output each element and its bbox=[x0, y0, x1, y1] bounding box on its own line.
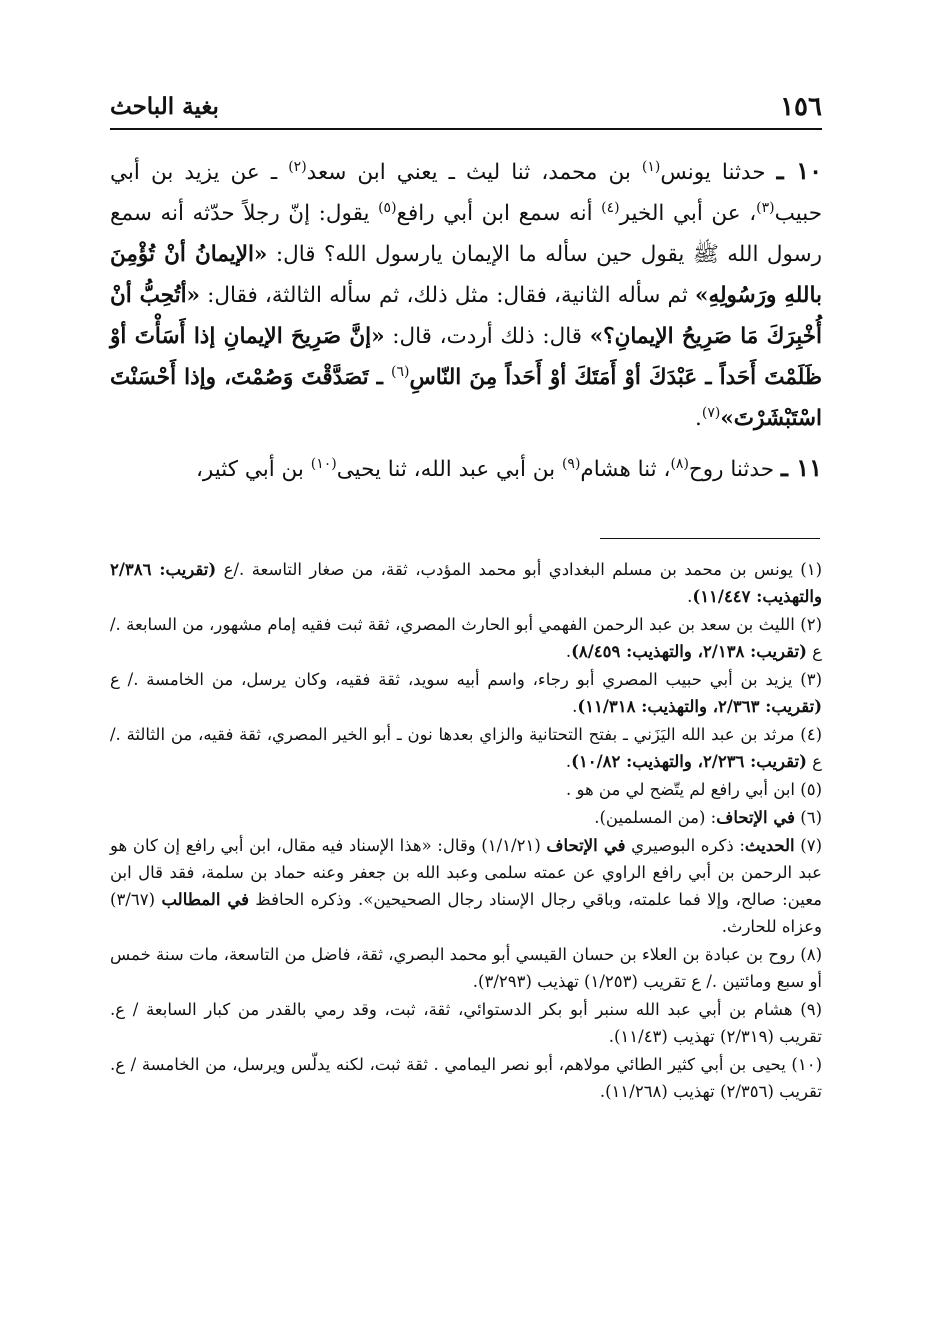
text-run: (٧) bbox=[794, 836, 822, 855]
text-run: ـ عن يزيد بن أبي حبيب bbox=[110, 160, 822, 226]
text-run: بن أبي كثير، bbox=[195, 457, 311, 482]
text-run: : ذكره البوصيري bbox=[625, 836, 745, 855]
bold-text: (تقريب: ٢/٣٦٣، والتهذيب: ١١/٣١٨) bbox=[577, 697, 822, 716]
text-run: . bbox=[565, 752, 572, 771]
text-run: حدثنا روح bbox=[688, 457, 774, 482]
text-run: ثم سأله الثانية، فقال: مثل ذلك، ثم سأله الثالثة، فقال: bbox=[199, 283, 696, 308]
footnote bbox=[110, 804, 822, 831]
prophetic-quote: «إنَّ صَرِيحَ الإيمانِ إذا أَسَأْتَ أوْ ظَلَمْتَ أَحَداً ـ عَبْدَكَ أوْ أَمَتَكَ أوْ أَحَداً مِنَ النّاسِ bbox=[110, 324, 822, 390]
bold-text: الحديث bbox=[744, 836, 795, 855]
text-run: (٥) ابن أبي رافع لم يتّضح لي من هو . bbox=[565, 780, 822, 799]
text-run: . bbox=[572, 697, 578, 716]
footnote-ref: (١٠) bbox=[310, 455, 337, 472]
footnote bbox=[110, 941, 822, 995]
text-run: بن محمد، ثنا ليث ـ يعني ابن سعد bbox=[306, 160, 642, 185]
footnote-ref: (٣) bbox=[756, 199, 775, 216]
text-run: ، عن أبي الخير bbox=[619, 201, 757, 226]
bold-text: (تقريب: ٢/١٣٨، والتهذيب: ٨/٤٥٩) bbox=[571, 642, 807, 661]
footnote bbox=[110, 666, 822, 720]
text-run: (٤) مرثد بن عبد الله اليَزَني ـ بفتح التحتانية والزاي بعدها نون ـ أبو الخير المصري، ثقة فقيه، من الثالثة ./ ع bbox=[110, 725, 822, 771]
prophetic-quote: «الإيمانُ أنْ تُؤْمِنَ باللهِ ورَسُولِهِ» bbox=[110, 242, 822, 308]
hadith-paragraph bbox=[110, 447, 822, 490]
text-run: : (من المسلمين). bbox=[594, 808, 717, 827]
text-run: (٢) الليث بن سعد بن عبد الرحمن الفهمي أبو الحارث المصري، ثقة ثبت فقيه إمام مشهور، من السابعة ./ع bbox=[110, 615, 822, 661]
footnote-ref: (٥) bbox=[378, 199, 397, 216]
page-number: ١٥٦ bbox=[780, 92, 822, 122]
footnote bbox=[110, 611, 822, 665]
running-title: بغية الباحث bbox=[110, 93, 219, 120]
prophetic-quote: ـ تَصَدَّقْتَ وَصُمْتَ، وإذا أَحْسَنْتَ اسْتَبْشَرْتَ» bbox=[110, 365, 822, 431]
footnote-divider bbox=[600, 538, 820, 539]
hadith-text bbox=[110, 160, 822, 431]
text-run: قال: ذلك أردت، قال: bbox=[384, 324, 590, 349]
footnote bbox=[110, 996, 822, 1050]
text-run: (٣) يزيد بن أبي حبيب المصري أبو رجاء، واسم أبيه سويد، ثقة فقيه، وكان يرسل، من الخامسة ./ ع bbox=[110, 670, 822, 689]
hadith-number: ١١ ـ bbox=[780, 453, 822, 482]
text-run: . bbox=[695, 406, 702, 431]
footnote bbox=[110, 721, 822, 775]
footnote bbox=[110, 776, 822, 803]
text-run: أنه سمع ابن أبي رافع bbox=[396, 201, 602, 226]
text-run: (٨) روح بن عبادة بن العلاء بن حسان القيسي أبو محمد البصري، ثقة، فاضل من التاسعة، مات سنة خمس أو سبع ومائتين ./ ع تقريب (١/٢٥٣) تهذيب (٣/٢٩٣). bbox=[110, 945, 822, 991]
text-run: بن أبي عبد الله، ثنا يحيى bbox=[336, 457, 562, 482]
footnote bbox=[110, 1051, 822, 1105]
footnote-ref: (٨) bbox=[670, 455, 689, 472]
prophetic-quote: «أتُحِبُّ أنْ أُخْبِرَكَ مَا صَرِيحُ الإيمانِ؟» bbox=[110, 283, 822, 349]
bold-text: (تقريب: ٢/٣٨٦ والتهذيب: ١١/٤٤٧) bbox=[110, 560, 822, 606]
hadith-text bbox=[196, 457, 774, 482]
bold-text: في الإتحاف bbox=[716, 808, 795, 827]
footnote-ref: (٩) bbox=[561, 455, 581, 472]
footnote bbox=[110, 832, 822, 940]
footnote-ref: (١) bbox=[641, 158, 661, 175]
text-run: (٣/٦٧) وعزاه للحارث. bbox=[110, 890, 822, 936]
footnote-ref: (٤) bbox=[601, 199, 620, 216]
text-run: (٩) هشام بن أبي عبد الله سنبر أبو بكر الدستوائي، ثقة، ثبت، وقد رمي بالقدر من كبار السابعة / ع. تقريب (٢/٣١٩) تهذيب (١١/٤٣). bbox=[110, 1000, 822, 1046]
text-run: يقول: إنّ رجلاً حدّثه أنه سمع رسول الله ﷺ يقول حين سأله ما الإيمان يارسول الله؟ قال: bbox=[110, 201, 822, 267]
text-run: (١/١/٢١) وقال: «هذا الإسناد فيه مقال، ابن أبي رافع إن كان هو عبد الرحمن بن أبي رافع الراوي عن عمته سلمى وعبد الله بن جعفر وعنه حماد بن سلمة، فقد قال ابن معين: صالح، وإلا فما علمته، وباقي رجال الإسناد رجال الصحيحين». وذكره الحافظ bbox=[110, 836, 823, 909]
text-run: . bbox=[565, 642, 572, 661]
hadith-number: ١٠ ـ bbox=[776, 156, 822, 185]
footnote bbox=[110, 556, 822, 610]
bold-text: في الإتحاف bbox=[546, 836, 626, 855]
text-run: . bbox=[687, 587, 693, 606]
footnotes bbox=[110, 556, 822, 1106]
footnote-ref: (٦) bbox=[391, 363, 410, 380]
text-run: (٦) bbox=[795, 808, 822, 827]
text-run: (١) يونس بن محمد بن مسلم البغدادي أبو محمد المؤدب، ثقة، من صغار التاسعة ./ع bbox=[216, 560, 822, 579]
hadith-paragraph bbox=[110, 150, 822, 439]
footnote-ref: (٧) bbox=[701, 404, 721, 421]
bold-text: (تقريب: ٢/٢٣٦، والتهذيب: ١٠/٨٢) bbox=[571, 752, 807, 771]
main-text bbox=[110, 150, 822, 490]
text-run: حدثنا يونس bbox=[660, 160, 766, 185]
footnote-ref: (٢) bbox=[288, 158, 307, 175]
page-header bbox=[110, 88, 822, 130]
bold-text: في المطالب bbox=[161, 890, 249, 909]
text-run: (١٠) يحيى بن أبي كثير الطائي مولاهم، أبو نصر اليمامي . ثقة ثبت، لكنه يدلّس ويرسل، من الخامسة / ع. تقريب (٢/٣٥٦) تهذيب (١١/٢٦٨). bbox=[110, 1055, 822, 1101]
text-run: ، ثنا هشام bbox=[580, 457, 671, 482]
